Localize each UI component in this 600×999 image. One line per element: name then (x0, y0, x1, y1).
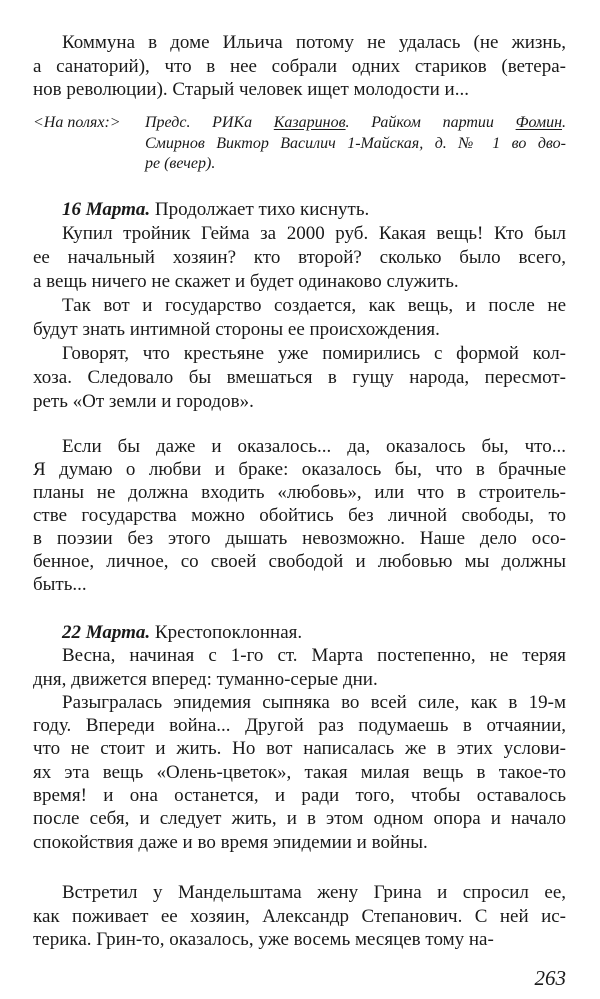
line-text: терика. Грин-то, оказалось, уже восемь месяцев тому на- (33, 929, 494, 950)
intro-paragraph (33, 31, 566, 102)
note-line (145, 134, 566, 155)
text-line (33, 761, 566, 784)
line-text: после себя, и следует жить, и в этом одном опора и начало (33, 808, 566, 830)
line-text: Весна, начиная с 1-го ст. Марта постепенно, не теряя (62, 645, 566, 667)
note-text-segment: . Райком партии (345, 114, 516, 131)
line-text: в поэзии без этого дышать невозможно. Наше дело осо- (33, 528, 566, 549)
line-text: время! и она останется, и ради того, чтобы оставалось (33, 785, 566, 807)
entry-date: 16 Марта. (62, 199, 151, 220)
text-line (33, 294, 566, 318)
line-text: стве государства можно обойтись без личной свободы, то (33, 505, 566, 526)
line-text: Купил тройник Гейма за 2000 руб. Какая вещь! Кто был (62, 223, 566, 244)
text-line (33, 527, 566, 550)
note-line (145, 154, 566, 175)
note-text-segment: Предс. РИКа (145, 114, 274, 131)
text-line (33, 270, 566, 294)
text-line (33, 246, 566, 270)
line-text: Если бы даже и оказалось... да, оказалось бы, что... (62, 436, 566, 457)
line-text: Разыгралась эпидемия сыпняка во всей силе, как в 19-м (62, 691, 566, 713)
text-line (33, 784, 566, 807)
entry-date: 22 Марта. (62, 622, 151, 643)
line-text: ее начальный хозяин? кто второй? сколько было всего, (33, 247, 566, 268)
text-line (33, 550, 566, 573)
margin-note-text (145, 113, 566, 175)
line-text: Крестопоклонная. (150, 622, 303, 643)
text-line (33, 737, 566, 760)
line-text: будут знать интимной стороны ее происхождения. (33, 319, 440, 340)
note-text-segment: ре (вечер). (145, 155, 216, 172)
line-text: году. Впереди война... Другой раз подумаешь в отчаянии, (33, 715, 566, 737)
line-text: а вещь ничего не скажет и будет одинаково служить. (33, 271, 459, 292)
text-line (33, 366, 566, 390)
line-text: как поживает ее хозяин, Александр Степанович. С ней ис- (33, 905, 566, 927)
text-line (33, 458, 566, 481)
note-text-segment: Смирнов Виктор Василич 1-Майская, д. № 1 во дво- (145, 134, 566, 152)
note-text-segment: . (562, 114, 567, 131)
line-text: Говорят, что крестьяне уже помирились с формой кол- (62, 343, 566, 364)
text-line (33, 668, 566, 691)
page-number: 263 (534, 966, 566, 990)
line-text: что не стоит и жить. Но вот написалась же в этих услови- (33, 738, 566, 760)
text-line (33, 481, 566, 504)
text-line (33, 881, 566, 905)
text-line (33, 435, 566, 458)
text-line: нов революции). Старый человек ищет молодости и... (33, 79, 469, 100)
margin-note-label: <На полях:> (33, 114, 121, 131)
line-text: бенное, личное, со своей свободой и любовью мы должны (33, 551, 566, 572)
underlined-name: Казаринов (273, 114, 346, 131)
text-line (33, 222, 566, 246)
line-text: дня, движется вперед: туманно-серые дни. (33, 668, 378, 690)
text-line (33, 621, 566, 644)
line-text: Встретил у Мандельштама жену Грина и спросил ее, (62, 882, 566, 903)
diary-entry-16-march (33, 198, 566, 414)
line-text: планы не должна входить «любовь», или что в строитель- (33, 482, 566, 503)
text-line (33, 504, 566, 527)
text-line (33, 573, 566, 596)
note-line (145, 113, 566, 134)
text-line (33, 390, 566, 414)
text-line: Коммуна в доме Ильича потому не удалась (не жизнь, (62, 32, 566, 53)
diary-entry-22-march (33, 621, 566, 854)
text-line (33, 714, 566, 737)
text-line (33, 807, 566, 830)
line-text: ях эта вещь «Олень-цветок», такая милая вещь в такое-то (33, 761, 566, 783)
text-line (33, 342, 566, 366)
line-text: Так вот и государство создается, как вещь, и после не (62, 295, 566, 316)
line-text: Я думаю о любви и браке: оказалось бы, что в брачные (33, 459, 566, 480)
text-line (33, 928, 566, 952)
grin-passage (33, 881, 566, 952)
text-line: а санаторий), что в нее собрали одних стариков (ветера- (33, 55, 566, 77)
text-line (33, 831, 566, 854)
text-line (33, 905, 566, 929)
line-text: спокойствия даже и во время эпидемии и войны. (33, 831, 428, 853)
line-text: хоза. Следовало бы вмешаться в гущу народа, пересмот- (33, 367, 566, 388)
text-line (33, 198, 566, 222)
line-text: реть «От земли и городов». (33, 391, 254, 412)
line-text: Продолжает тихо киснуть. (150, 199, 370, 220)
love-passage (33, 435, 566, 596)
text-line (33, 318, 566, 342)
text-line (33, 691, 566, 714)
underlined-name: Фомин (515, 114, 563, 131)
line-text: быть... (33, 574, 87, 595)
text-line (33, 644, 566, 667)
